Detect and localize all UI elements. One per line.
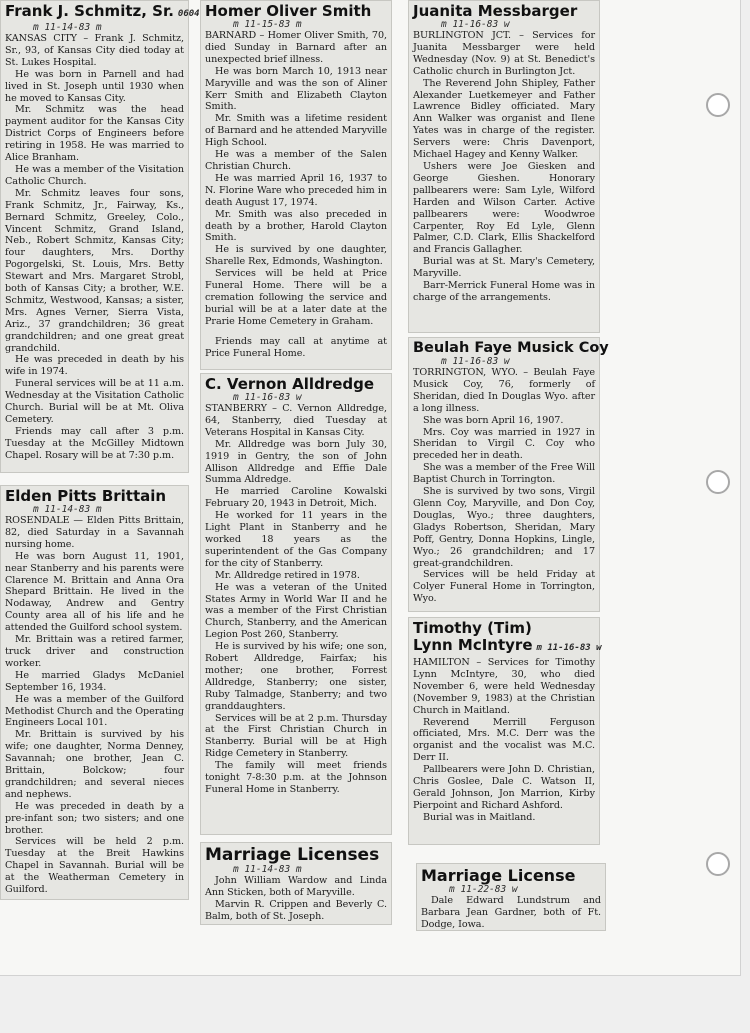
handwritten-date: m 11-15-83 m <box>233 19 302 30</box>
paragraph: STANBERRY – C. Vernon Alldredge, 64, Stanberry, died Tuesday at Veterans Hospital in Kansas City. <box>205 403 387 438</box>
paragraph: Barr-Merrick Funeral Home was in charge of the arrangements. <box>413 280 595 303</box>
obituary-schmitz <box>0 0 200 473</box>
handwritten-date: m 11-14-83 m <box>233 864 302 875</box>
paragraph: Friends may call at anytime at Price Funeral Home. <box>205 335 387 359</box>
obituary-messbarger <box>408 0 600 333</box>
paragraph: Funeral services will be at 11 a.m. Wednesday at the Visitation Catholic Church. Burial will be at Mt. Oliva Cemetery. <box>5 378 184 425</box>
paragraph: He was born in Parnell and had lived in St. Joseph until 1930 when he moved to Kansas City. <box>5 68 184 104</box>
obituary-headline: Beulah Faye Musick Coy <box>413 340 609 356</box>
handwritten-date: m 11-16-83 w <box>441 356 510 367</box>
handwritten-date: m 11-16-83 w <box>233 392 302 403</box>
marriage-licenses <box>200 842 392 925</box>
paragraph: Mrs. Coy was married in 1927 in Sheridan to Virgil C. Coy who preceded her in death. <box>413 426 595 462</box>
paragraph: Reverend Merrill Ferguson officiated, Mrs. M.C. Derr was the organist and the vocalist was M.C. Derr II. <box>413 716 595 764</box>
handwritten-date: m 11-22-83 w <box>449 884 518 895</box>
handwritten-date: m 11-16-83 w <box>536 643 602 653</box>
paragraph: Ushers were Joe Giesken and George Gieshen. Honorary pallbearers were: Sam Lyle, Wilford Harden and Wilson Carter. Active pallbearers were: Woodwroe Carpenter, Roy Ed Lyle, Glenn Palmer, C.D. Clark, Ellis Shackelford and Francis Gallagher. <box>413 160 595 256</box>
paragraph: Burial was in Maitland. <box>423 811 536 823</box>
paragraph: Services will be held at Price Funeral Home. There will be a cremation following the service and burial will be at a later date at the Prarie Home Cemetery in Graham. <box>205 268 387 327</box>
paragraph: HAMILTON – Services for Timothy Lynn McIntyre, 30, who died November 6, were held Wednesday (November 9, 1983) at the Christian Church in Maitland. <box>413 657 595 716</box>
paragraph: John William Wardow and Linda Ann Sticken, both of Maryville. <box>205 875 387 898</box>
obituary-headline: Juanita Messbarger <box>413 2 578 20</box>
paragraph: He was preceded in death by his wife in 1974. <box>5 354 184 378</box>
paragraph: He was a veteran of the United States Army in World War II and he was a member of the First Christian Church, Stanberry, and the American Legion Post 260, Stanberry. <box>205 581 387 641</box>
paragraph: Mr. Brittain was a retired farmer, truck driver and construction worker. <box>5 634 184 669</box>
paragraph: He was a member of the Visitation Catholic Church. <box>5 163 184 187</box>
license-body <box>421 895 601 931</box>
paragraph: Burial was at St. Mary's Cemetery, Maryville. <box>413 256 595 280</box>
obituary-coy <box>408 337 609 612</box>
paragraph: He was married April 16, 1937 to N. Florine Ware who preceded him in death August 17, 1974. <box>205 172 387 208</box>
paragraph: He married Caroline Kowalski February 20, 1943 in Detroit, Mich. <box>205 486 387 510</box>
obituary-body <box>5 33 184 462</box>
paragraph: BURLINGTON JCT. – Services for Juanita Messbarger were held Wednesday (Nov. 9) at St. Benedict's Catholic church in Burlington Jct. <box>413 30 595 77</box>
paragraph: He is survived by one daughter, Sharelle Rex, Edmonds, Washington. <box>205 244 387 268</box>
punch-hole <box>706 93 730 117</box>
obituary-headline <box>5 2 200 23</box>
paragraph: Mr. Smith was a lifetime resident of Barnard and he attended Maryville High School. <box>205 113 387 149</box>
punch-hole <box>706 470 730 494</box>
obituary-headline: Homer Oliver Smith <box>205 2 372 20</box>
obituary-alldredge <box>200 373 392 835</box>
obituary-mcintyre <box>408 617 600 845</box>
paragraph: The family will meet friends tonight 7-8:30 p.m. at the Johnson Funeral Home in Stanberry. <box>205 760 387 795</box>
obituary-body <box>413 657 595 824</box>
handwritten-date: m 11-14-83 m <box>33 22 102 33</box>
handwritten-number: 0604 <box>177 9 200 19</box>
marriage-license <box>416 863 606 931</box>
paragraph: TORRINGTON, WYO. – Beulah Faye Musick Coy, 76, formerly of Sheridan, died In Douglas Wyo. after a long illness. <box>413 367 595 414</box>
paragraph: He is survived by his wife; one son, Robert Alldredge, Fairfax; his mother; one brother, Forrest Alldredge, Stanberry; one sister, Ruby Talmadge, Stanberry; and two granddaughters. <box>205 641 387 712</box>
obituary-body <box>413 367 595 605</box>
paragraph: Mr. Schmitz was the head payment auditor for the Kansas City District Corps of Engineers before retiring in 1958. He was married to Alice Branham. <box>5 104 184 164</box>
license-body <box>205 875 387 923</box>
paragraph: Mr. Smith was also preceded in death by a brother, Harold Clayton Smith. <box>205 208 387 244</box>
paragraph: Mr. Alldredge was born July 30, 1919 in Gentry, the son of John Allison Alldredge and Effie Dale Summa Aldredge. <box>205 438 387 486</box>
paragraph: KANSAS CITY – Frank J. Schmitz, Sr., 93, of Kansas City died today at St. Lukes Hospital. <box>5 33 184 68</box>
paragraph: Services will be at 2 p.m. Thursday at the First Christian Church in Stanberry. Burial will be at High Ridge Cemetery in Stanberry. <box>205 712 387 760</box>
obituary-body <box>5 515 184 896</box>
obituary-body <box>413 30 595 304</box>
obituary-smith <box>200 0 392 370</box>
paragraph: Mr. Schmitz leaves four sons, Frank Schmitz, Jr., Fairway, Ks., Bernard Schmitz, Greeley, Colo., Vincent Schmitz, Grand Island, Neb., Robert Schmitz, Kansas City; four daughters, Mrs. Dorthy Pogorgelski, St. Louis, Mrs. Betty Stewart and Mrs. Margaret Strobl, both of Kansas City; a brother, W.E. Schmitz, Westwood, Kansas; a sister, Mrs. Agnes Verner, Sierra Vista, Ariz., 37 grandchildren; 36 great grandchildren; and one great great grandchild. <box>5 187 184 354</box>
handwritten-date: m 11-14-83 m <box>33 504 102 515</box>
paragraph: Mr. Alldredge retired in 1978. <box>215 569 360 581</box>
paragraph: Marvin R. Crippen and Beverly C. Balm, both of St. Joseph. <box>205 898 387 922</box>
paragraph: BARNARD – Homer Oliver Smith, 70, died Sunday in Barnard after an unexpected brief illness. <box>205 30 387 65</box>
paragraph: He married Gladys McDaniel September 16, 1934. <box>5 669 184 693</box>
paragraph: Services will be held 2 p.m. Tuesday at the Breit Hawkins Chapel in Savannah. Burial will be at the Weatherman Cemetery in Guilford. <box>5 836 184 896</box>
paragraph: He was preceded in death by a pre-infant son; two sisters; and one brother. <box>5 800 184 836</box>
paragraph: ROSENDALE — Elden Pitts Brittain, 82, died Saturday in a Savannah nursing home. <box>5 515 184 550</box>
paragraph: He worked for 11 years in the Light Plant in Stanberry and he worked 18 years as the superintendent of the Gas Company for the city of Stanberry. <box>205 510 387 569</box>
headline-text: Frank J. Schmitz, Sr. <box>5 2 174 20</box>
paragraph: Pallbearers were John D. Christian, Chris Goslee, Dale C. Watson II, Gerald Johnson, Jon Marrion, Kirby Pierpoint and Richard Ashford. <box>413 764 595 811</box>
paragraph: He was a member of the Guilford Methodist Church and the Operating Engineers Local 101. <box>5 693 184 729</box>
paragraph: He was a member of the Salen Christian Church. <box>205 149 387 172</box>
paragraph: She was a member of the Free Will Baptist Church in Torrington. <box>413 462 595 486</box>
paragraph: Mr. Brittain is survived by his wife; one daughter, Norma Denney, Savannah; one brother, Jean C. Brittain, Bolckow; four grandchildren; and several nieces and nephews. <box>5 729 184 800</box>
paragraph: She was born April 16, 1907. <box>423 414 564 426</box>
obituary-headline: C. Vernon Alldredge <box>205 375 375 393</box>
paragraph: The Reverend John Shipley, Father Alexander Luetkemeyer and Father Lawrence Bidley officiated. Mary Ann Walker was organist and Ilene Yates was in charge of the register. Servers were: Chris Davenport, Michael Hagey and Kenny Walker. <box>413 77 595 161</box>
section-headline: Marriage License <box>421 866 576 885</box>
paragraph: She is survived by two sons, Virgil Glenn Coy, Maryville, and Don Coy, Douglas, Wyo.; three daughters, Gladys Robertson, Sheridan, Mary Poff, Gentry, Donna Hopkins, Lingle, Wyo.; 26 grandchildren; and 17 great-grandchildren. <box>413 486 595 569</box>
handwritten-date: m 11-16-83 w <box>441 19 510 30</box>
paragraph: Dale Edward Lundstrum and Barbara Jean Gardner, both of Ft. Dodge, Iowa. <box>421 895 601 930</box>
paragraph: Services will be held Friday at Colyer Funeral Home in Torrington, Wyo. <box>413 569 595 605</box>
section-headline: Marriage Licenses <box>205 845 380 865</box>
obituary-headline-line2 <box>413 636 602 657</box>
paragraph: He was born August 11, 1901, near Stanberry and his parents were Clarence M. Brittain and Anna Ora Shepard Brittain. He lived in the Nodaway, Andrew and Gentry County area all of his life and he attended the Guilford school system. <box>5 550 184 634</box>
obituary-headline: Elden Pitts Brittain <box>5 487 167 505</box>
paragraph: Friends may call after 3 p.m. Tuesday at the McGilley Midtown Chapel. Rosary will be at 7:30 p.m. <box>5 425 184 461</box>
obituary-headline: Timothy (Tim) <box>413 619 532 637</box>
obituary-body <box>205 30 387 359</box>
paragraph: He was born March 10, 1913 near Maryville and was the son of Aliner Kerr Smith and Elizabeth Clayton Smith. <box>205 65 387 113</box>
punch-hole <box>706 852 730 876</box>
obituary-body <box>205 403 387 796</box>
obituary-brittain <box>0 485 189 900</box>
headline-text: Lynn McIntyre <box>413 636 533 654</box>
